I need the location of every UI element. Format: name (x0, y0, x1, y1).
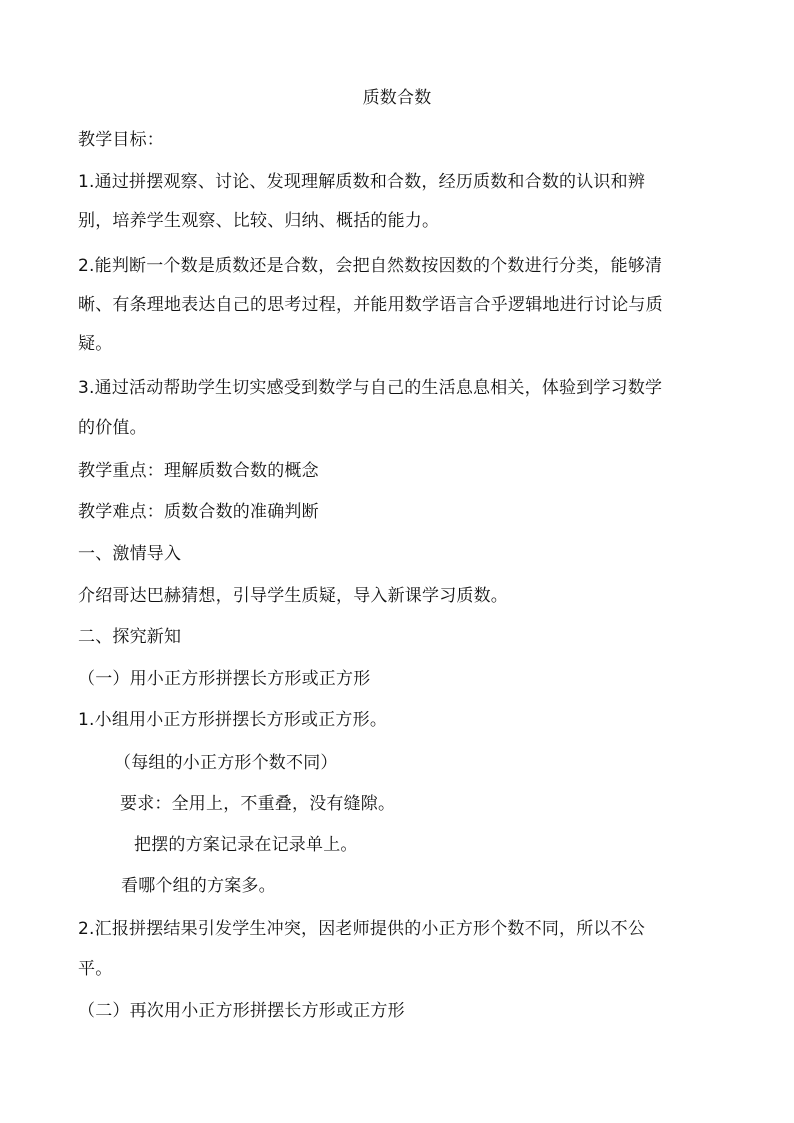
objective-1-line-1: 1.通过拼摆观察、讨论、发现理解质数和合数，经历质数和合数的认识和辨 (78, 172, 646, 192)
section-2-heading: 二、探究新知 (78, 627, 182, 647)
step-1-compare: 看哪个组的方案多。 (121, 876, 276, 896)
step-1-note: （每组的小正方形个数不同） (114, 753, 338, 773)
section-1-text: 介绍哥达巴赫猜想，引导学生质疑，导入新课学习质数。 (78, 586, 508, 606)
page-title: 质数合数 (362, 88, 432, 108)
objective-1-line-2: 别，培养学生观察、比较、归纳、概括的能力。 (78, 211, 440, 231)
objective-2-line-3: 疑。 (78, 334, 113, 354)
section-1-heading: 一、激情导入 (78, 544, 182, 564)
step-2-line-1: 2.汇报拼摆结果引发学生冲突，因老师提供的小正方形个数不同，所以不公 (78, 919, 646, 939)
step-1-requirement: 要求：全用上，不重叠，没有缝隙。 (120, 794, 396, 814)
objective-3-line-1: 3.通过活动帮助学生切实感受到数学与自己的生活息息相关，体验到学习数学 (78, 378, 663, 398)
difficulty: 教学难点：质数合数的准确判断 (78, 502, 319, 522)
subsection-2-heading: （二）再次用小正方形拼摆长方形或正方形 (78, 1001, 405, 1021)
step-1: 1.小组用小正方形拼摆长方形或正方形。 (78, 710, 388, 730)
objective-3-line-2: 的价值。 (78, 418, 147, 438)
subsection-1-heading: （一）用小正方形拼摆长方形或正方形 (78, 669, 371, 689)
objective-2-line-2: 晰、有条理地表达自己的思考过程，并能用数学语言合乎逻辑地进行讨论与质 (78, 295, 663, 315)
step-1-record: 把摆的方案记录在记录单上。 (134, 835, 358, 855)
key-point: 教学重点：理解质数合数的概念 (78, 461, 319, 481)
objective-2-line-1: 2.能判断一个数是质数还是合数，会把自然数按因数的个数进行分类，能够清 (78, 256, 663, 276)
objectives-heading: 教学目标： (78, 130, 164, 150)
step-2-line-2: 平。 (78, 959, 113, 979)
